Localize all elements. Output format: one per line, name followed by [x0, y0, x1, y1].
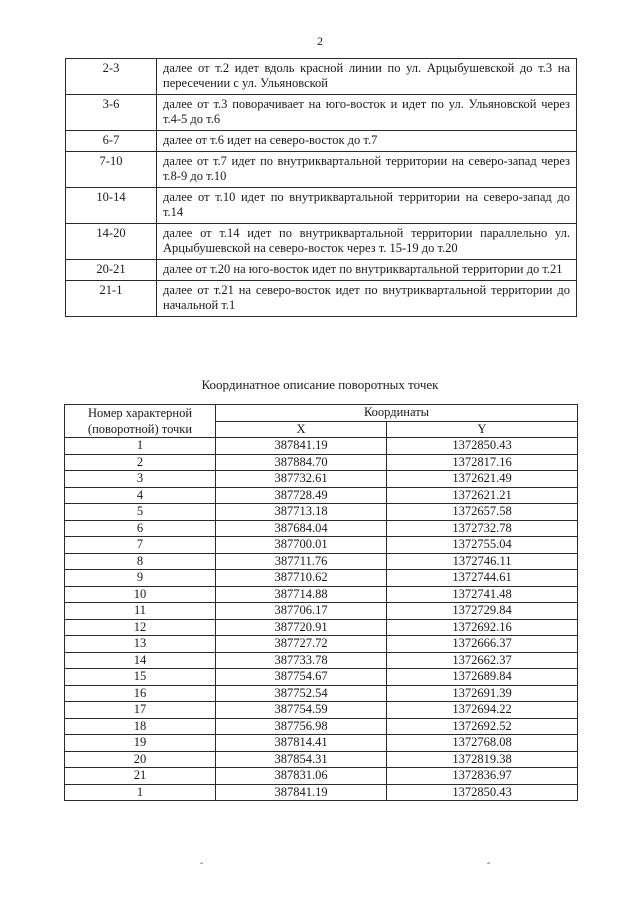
- coordinate-y: 1372850.43: [387, 438, 578, 455]
- coordinate-x: 387700.01: [216, 537, 387, 554]
- route-row: [66, 131, 577, 152]
- point-number: 12: [65, 619, 216, 636]
- coordinate-y: 1372621.21: [387, 487, 578, 504]
- coordinate-x: 387714.88: [216, 586, 387, 603]
- scan-artifact-left: ˆ: [200, 862, 204, 873]
- point-number: 2: [65, 454, 216, 471]
- point-number: 9: [65, 570, 216, 587]
- coordinate-x: 387732.61: [216, 471, 387, 488]
- route-segment: 10-14: [66, 188, 157, 224]
- coordinate-y: 1372694.22: [387, 702, 578, 719]
- coordinate-row: [65, 652, 578, 669]
- point-number: 1: [65, 438, 216, 455]
- route-segment: 21-1: [66, 281, 157, 317]
- route-row: [66, 260, 577, 281]
- bottom-edge-marks: [0, 862, 640, 874]
- coordinate-y: 1372817.16: [387, 454, 578, 471]
- coordinate-x: 387710.62: [216, 570, 387, 587]
- scan-artifact-right: ˆ: [487, 862, 491, 873]
- coordinate-x: 387754.67: [216, 669, 387, 686]
- route-segment: 3-6: [66, 95, 157, 131]
- coordinate-row: [65, 751, 578, 768]
- coordinates-table-body: [65, 438, 578, 801]
- point-number: 1: [65, 784, 216, 801]
- header-y: Y: [387, 421, 578, 438]
- route-description: далее от т.7 идет по внутриквартальной территории на северо-запад через т.8-9 до т.10: [157, 152, 577, 188]
- coordinate-row: [65, 438, 578, 455]
- coordinate-x: 387727.72: [216, 636, 387, 653]
- route-description-table: [65, 58, 577, 317]
- route-row: [66, 95, 577, 131]
- coordinates-table-header: [65, 405, 578, 438]
- coordinate-row: [65, 487, 578, 504]
- point-number: 6: [65, 520, 216, 537]
- point-number: 11: [65, 603, 216, 620]
- coordinate-row: [65, 504, 578, 521]
- route-table-body: [66, 59, 577, 317]
- point-number: 19: [65, 735, 216, 752]
- coordinate-y: 1372691.39: [387, 685, 578, 702]
- route-description: далее от т.21 на северо-восток идет по внутриквартальной территории до начальной т.1: [157, 281, 577, 317]
- coordinate-y: 1372689.84: [387, 669, 578, 686]
- coordinate-row: [65, 735, 578, 752]
- point-number: 5: [65, 504, 216, 521]
- route-segment: 20-21: [66, 260, 157, 281]
- page-number: 2: [317, 34, 323, 48]
- route-segment: 6-7: [66, 131, 157, 152]
- coordinate-x: 387756.98: [216, 718, 387, 735]
- coordinate-x: 387752.54: [216, 685, 387, 702]
- coordinate-x: 387733.78: [216, 652, 387, 669]
- coordinate-y: 1372692.52: [387, 718, 578, 735]
- point-number: 13: [65, 636, 216, 653]
- point-number: 21: [65, 768, 216, 785]
- point-number: 3: [65, 471, 216, 488]
- coordinate-y: 1372621.49: [387, 471, 578, 488]
- header-coordinates: Координаты: [216, 405, 578, 422]
- route-row: [66, 224, 577, 260]
- coordinate-row: [65, 454, 578, 471]
- coordinate-x: 387831.06: [216, 768, 387, 785]
- coordinate-y: 1372768.08: [387, 735, 578, 752]
- coordinate-y: 1372850.43: [387, 784, 578, 801]
- point-number: 4: [65, 487, 216, 504]
- coordinate-row: [65, 537, 578, 554]
- header-x: X: [216, 421, 387, 438]
- route-row: [66, 281, 577, 317]
- coordinate-x: 387720.91: [216, 619, 387, 636]
- route-description: далее от т.2 идет вдоль красной линии по ул. Арцыбушевской до т.3 на пересечении с ул. Ульяновской: [157, 59, 577, 95]
- coordinate-row: [65, 669, 578, 686]
- coordinate-row: [65, 570, 578, 587]
- route-description: далее от т.6 идет на северо-восток до т.7: [157, 131, 577, 152]
- route-description: далее от т.20 на юго-восток идет по внутриквартальной территории до т.21: [157, 260, 577, 281]
- coordinate-y: 1372732.78: [387, 520, 578, 537]
- point-number: 15: [65, 669, 216, 686]
- coordinate-y: 1372662.37: [387, 652, 578, 669]
- route-segment: 14-20: [66, 224, 157, 260]
- coordinate-row: [65, 471, 578, 488]
- header-point-number: Номер характерной (поворотной) точки: [65, 405, 216, 438]
- point-number: 8: [65, 553, 216, 570]
- coordinate-x: 387684.04: [216, 520, 387, 537]
- point-number: 7: [65, 537, 216, 554]
- route-row: [66, 188, 577, 224]
- coordinate-row: [65, 553, 578, 570]
- coordinate-x: 387841.19: [216, 784, 387, 801]
- coordinate-y: 1372755.04: [387, 537, 578, 554]
- route-description: далее от т.14 идет по внутриквартальной территории параллельно ул. Арцыбушевской на северо-восток через т. 15-19 до т.20: [157, 224, 577, 260]
- coordinate-y: 1372666.37: [387, 636, 578, 653]
- coordinate-y: 1372819.38: [387, 751, 578, 768]
- coordinate-y: 1372741.48: [387, 586, 578, 603]
- coordinate-x: 387713.18: [216, 504, 387, 521]
- point-number: 18: [65, 718, 216, 735]
- coordinate-row: [65, 768, 578, 785]
- coordinate-x: 387706.17: [216, 603, 387, 620]
- route-description: далее от т.10 идет по внутриквартальной территории на северо-запад до т.14: [157, 188, 577, 224]
- route-segment: 7-10: [66, 152, 157, 188]
- point-number: 10: [65, 586, 216, 603]
- point-number: 20: [65, 751, 216, 768]
- coordinates-table: [64, 404, 578, 801]
- point-number: 14: [65, 652, 216, 669]
- coordinate-x: 387841.19: [216, 438, 387, 455]
- coordinate-row: [65, 619, 578, 636]
- coordinate-y: 1372746.11: [387, 553, 578, 570]
- coordinate-row: [65, 586, 578, 603]
- coordinate-row: [65, 784, 578, 801]
- point-number: 16: [65, 685, 216, 702]
- coordinate-y: 1372744.61: [387, 570, 578, 587]
- point-number: 17: [65, 702, 216, 719]
- coordinate-row: [65, 685, 578, 702]
- route-description: далее от т.3 поворачивает на юго-восток и идет по ул. Ульяновской через т.4-5 до т.6: [157, 95, 577, 131]
- coordinate-x: 387728.49: [216, 487, 387, 504]
- route-row: [66, 152, 577, 188]
- coordinate-row: [65, 603, 578, 620]
- coordinate-x: 387711.76: [216, 553, 387, 570]
- coordinate-x: 387814.41: [216, 735, 387, 752]
- coordinate-row: [65, 718, 578, 735]
- coordinate-y: 1372692.16: [387, 619, 578, 636]
- coordinate-x: 387854.31: [216, 751, 387, 768]
- coords-section-title: Координатное описание поворотных точек: [201, 377, 439, 392]
- coordinate-x: 387754.59: [216, 702, 387, 719]
- header-row-top: [65, 405, 578, 422]
- coordinate-row: [65, 520, 578, 537]
- route-segment: 2-3: [66, 59, 157, 95]
- coordinate-x: 387884.70: [216, 454, 387, 471]
- coordinate-y: 1372657.58: [387, 504, 578, 521]
- coordinate-row: [65, 702, 578, 719]
- coordinate-row: [65, 636, 578, 653]
- coordinate-y: 1372836.97: [387, 768, 578, 785]
- route-row: [66, 59, 577, 95]
- coordinate-y: 1372729.84: [387, 603, 578, 620]
